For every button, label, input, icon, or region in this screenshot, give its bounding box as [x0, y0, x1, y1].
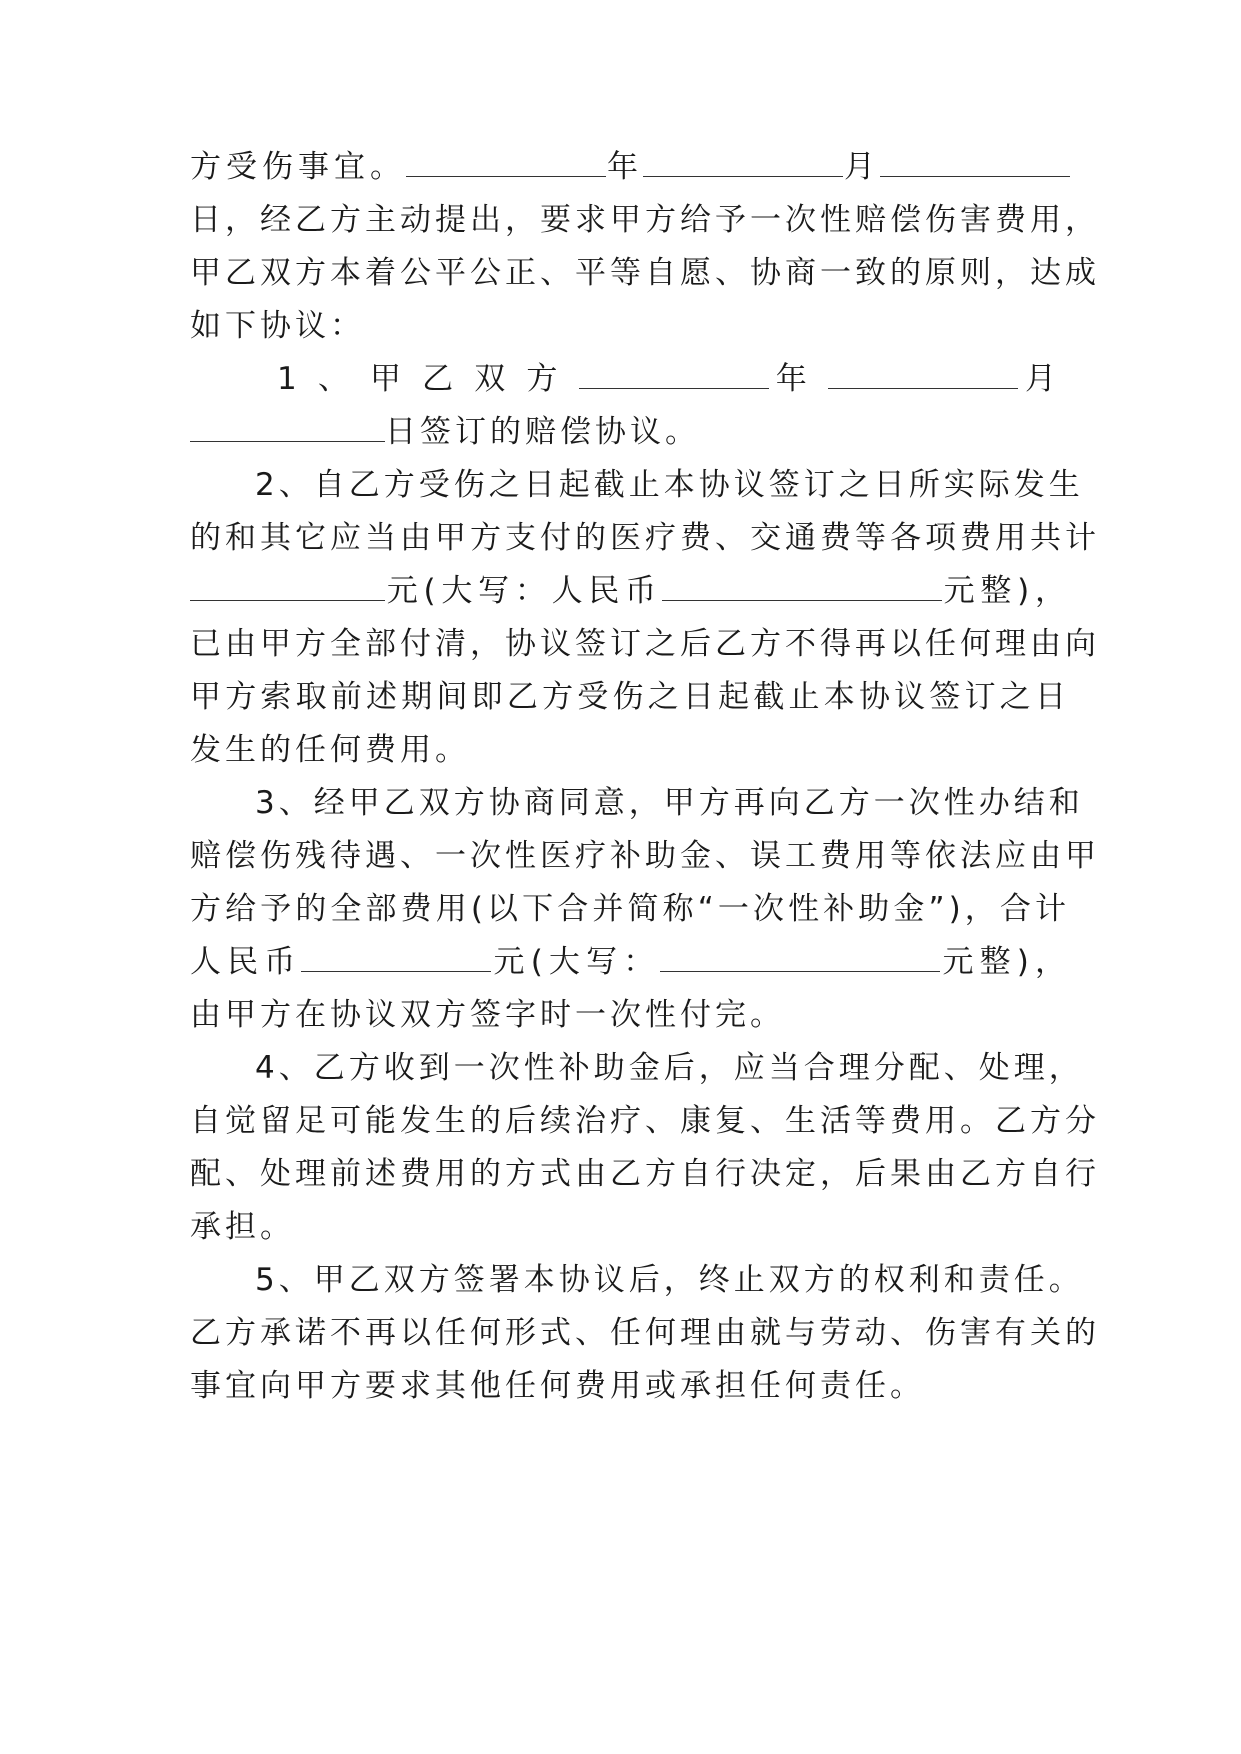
fill-blank — [190, 572, 385, 601]
text-segment: 月 — [843, 149, 880, 185]
fill-blank — [643, 148, 843, 177]
text-segment: 甲方索取前述期间即乙方受伤之日起截止本协议签订之日 — [190, 679, 1070, 715]
text-line — [190, 200, 1100, 240]
text-segment: 方受伤事宜。 — [190, 149, 406, 185]
text-segment: 甲乙双方本着公平公正、平等自愿、协商一致的原则，达成 — [190, 255, 1100, 291]
text-line — [190, 995, 1070, 1035]
text-line — [255, 783, 1084, 823]
text-line — [190, 147, 1070, 187]
text-segment: 承担。 — [190, 1209, 295, 1245]
text-segment: 元(大写： — [491, 944, 661, 980]
fill-blank — [660, 943, 940, 972]
text-segment: 元整)， — [940, 944, 1070, 980]
text-segment: 4、乙方收到一次性补助金后，应当合理分配、处理， — [255, 1050, 1084, 1086]
fill-blank — [190, 413, 385, 442]
text-segment: 元整)， — [941, 573, 1070, 609]
text-segment: 元(大写：人民币 — [385, 573, 662, 609]
text-line — [190, 412, 1070, 452]
text-line — [190, 889, 1070, 929]
text-line — [190, 571, 1070, 611]
text-segment: 乙方承诺不再以任何形式、任何理由就与劳动、伤害有关的 — [190, 1315, 1100, 1351]
text-line — [255, 465, 1084, 505]
text-segment: 事宜向甲方要求其他任何费用或承担任何责任。 — [190, 1368, 925, 1404]
text-segment: 方给予的全部费用(以下合并简称“一次性补助金”)，合计 — [190, 891, 1070, 927]
fill-blank — [406, 148, 606, 177]
text-line — [190, 1366, 1070, 1406]
text-segment: 日签订的赔偿协议。 — [385, 414, 700, 450]
text-line — [190, 1101, 1100, 1141]
text-segment: 2、自乙方受伤之日起截止本协议签订之日所实际发生 — [255, 467, 1084, 503]
text-segment: 如下协议： — [190, 308, 365, 344]
text-line — [190, 836, 1100, 876]
text-line — [190, 730, 1070, 770]
text-line — [190, 1207, 1070, 1247]
text-segment: 年 — [768, 361, 828, 397]
text-segment: 已由甲方全部付清，协议签订之后乙方不得再以任何理由向 — [190, 626, 1100, 662]
text-line — [190, 1313, 1100, 1353]
text-segment: 日，经乙方主动提出，要求甲方给予一次性赔偿伤害费用， — [190, 202, 1100, 238]
text-line — [277, 359, 1070, 399]
text-segment: 1、甲乙双方 — [277, 361, 579, 397]
text-segment: 人民币 — [190, 944, 302, 980]
text-line — [190, 253, 1100, 293]
text-segment: 自觉留足可能发生的后续治疗、康复、生活等费用。乙方分 — [190, 1103, 1100, 1139]
text-segment: 赔偿伤残待遇、一次性医疗补助金、误工费用等依法应由甲 — [190, 838, 1100, 874]
text-segment: 由甲方在协议双方签字时一次性付完。 — [190, 997, 785, 1033]
text-line — [190, 677, 1070, 717]
fill-blank — [880, 148, 1070, 177]
text-segment: 的和其它应当由甲方支付的医疗费、交通费等各项费用共计 — [190, 520, 1100, 556]
text-segment: 发生的任何费用。 — [190, 732, 470, 768]
fill-blank — [828, 360, 1018, 389]
text-segment: 年 — [606, 149, 643, 185]
fill-blank — [662, 572, 942, 601]
text-line — [190, 1154, 1100, 1194]
text-segment: 配、处理前述费用的方式由乙方自行决定，后果由乙方自行 — [190, 1156, 1100, 1192]
fill-blank — [301, 943, 491, 972]
text-line — [190, 942, 1070, 982]
fill-blank — [579, 360, 769, 389]
text-line — [190, 306, 1070, 346]
text-segment: 3、经甲乙双方协商同意，甲方再向乙方一次性办结和 — [255, 785, 1084, 821]
text-segment: 月 — [1017, 361, 1070, 397]
text-line — [190, 624, 1100, 664]
text-line — [255, 1260, 1084, 1300]
text-segment: 5、甲乙双方签署本协议后，终止双方的权利和责任。 — [255, 1262, 1084, 1298]
text-line — [255, 1048, 1084, 1088]
text-line — [190, 518, 1100, 558]
